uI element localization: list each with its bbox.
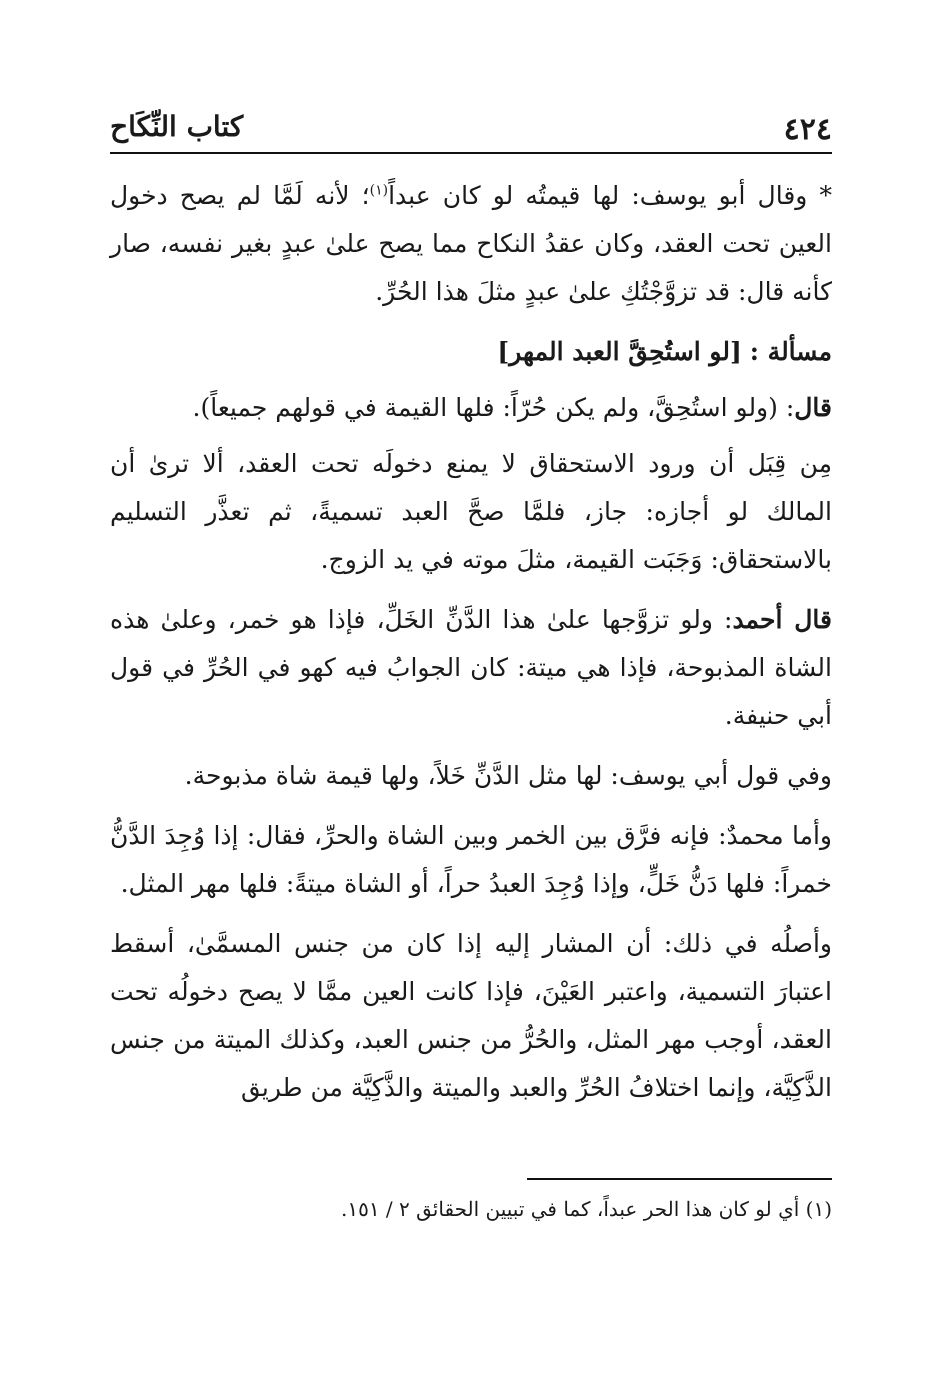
footnote-text: (١) أي لو كان هذا الحر عبداً، كما في تبيين الحقائق ٢ / ١٥١. <box>340 1197 832 1221</box>
paragraph-muhammad <box>110 812 832 908</box>
speaker-label: قال أحمد <box>732 605 832 634</box>
paragraph-qala <box>110 384 832 432</box>
heading-title: [لو استُحِقَّ العبد المهر] <box>497 337 742 366</box>
paragraph-abu-yusuf <box>110 172 832 316</box>
section-heading <box>110 328 832 376</box>
paragraph-principle <box>110 920 832 1112</box>
heading-label: مسألة : <box>749 337 832 366</box>
paragraph-text: وأصلُه في ذلك: أن المشار إليه إذا كان من جنس المسمَّىٰ، أسقط اعتبارَ التسمية، واعتبر العَيْنَ، فإذا كانت العين ممَّا لا يصح دخولُه تحت العقد، أوجب مهر المثل، والحُرُّ من جنس العبد، وكذلك الميتة من جنس الذَّكِيَّة، وإنما اختلافُ الحُرِّ والعبد والميتة والذَّكِيَّة من طريق <box>110 929 832 1102</box>
page-header <box>110 108 832 154</box>
footnote-rule <box>527 1178 832 1180</box>
page-number: ٤٢٤ <box>783 112 832 147</box>
running-title: كتاب النِّكَاح <box>110 110 244 143</box>
paragraph-text: : (ولو استُحِقَّ، ولم يكن حُرّاً: فلها القيمة في قولهم جميعاً). <box>192 393 795 422</box>
paragraph-abu-yusuf-opinion <box>110 752 832 800</box>
header-rule <box>110 152 832 154</box>
paragraph-text: ؛ لأنه لَمَّا لم يصح دخول العين تحت العقد، وكان عقدُ النكاح مما يصح علىٰ عبدٍ بغير نفسه، صار كأنه قال: قد تزوَّجْتُكِ علىٰ عبدٍ مثلَ هذا الحُرِّ. <box>110 181 832 306</box>
paragraph-ahmad <box>110 596 832 740</box>
paragraph-istihqaq <box>110 440 832 584</box>
paragraph-text: : ولو تزوَّجها علىٰ هذا الدَّنِّ الخَلِّ، فإذا هو خمر، وعلىٰ هذه الشاة المذبوحة، فإذا هي ميتة: كان الجوابُ فيه كهو في الحُرِّ في قول أبي حنيفة. <box>110 605 832 730</box>
page-body <box>110 172 832 1124</box>
footnote-reference[interactable]: (١) <box>369 182 389 199</box>
footnote <box>110 1192 832 1226</box>
paragraph-text: مِن قِبَل أن ورود الاستحقاق لا يمنع دخولَه تحت العقد، ألا ترىٰ أن المالك لو أجازه: جاز، فلمَّا صحَّ العبد تسميةً، ثم تعذَّر التسليم بالاستحقاق: وَجَبَت القيمة، مثلَ موته في يد الزوج. <box>110 449 832 574</box>
paragraph-text: وفي قول أبي يوسف: لها مثل الدَّنِّ خَلاً، ولها قيمة شاة مذبوحة. <box>184 761 832 790</box>
paragraph-text: * وقال أبو يوسف: لها قيمتُه لو كان عبداً <box>388 181 832 210</box>
paragraph-text: وأما محمدٌ: فإنه فرَّق بين الخمر وبين الشاة والحرِّ، فقال: إذا وُجِدَ الدَّنُّ خمراً: فلها دَنُّ خَلٍّ، وإذا وُجِدَ العبدُ حراً، أو الشاة ميتةً: فلها مهر المثل. <box>110 821 832 898</box>
speaker-label: قال <box>794 393 832 422</box>
